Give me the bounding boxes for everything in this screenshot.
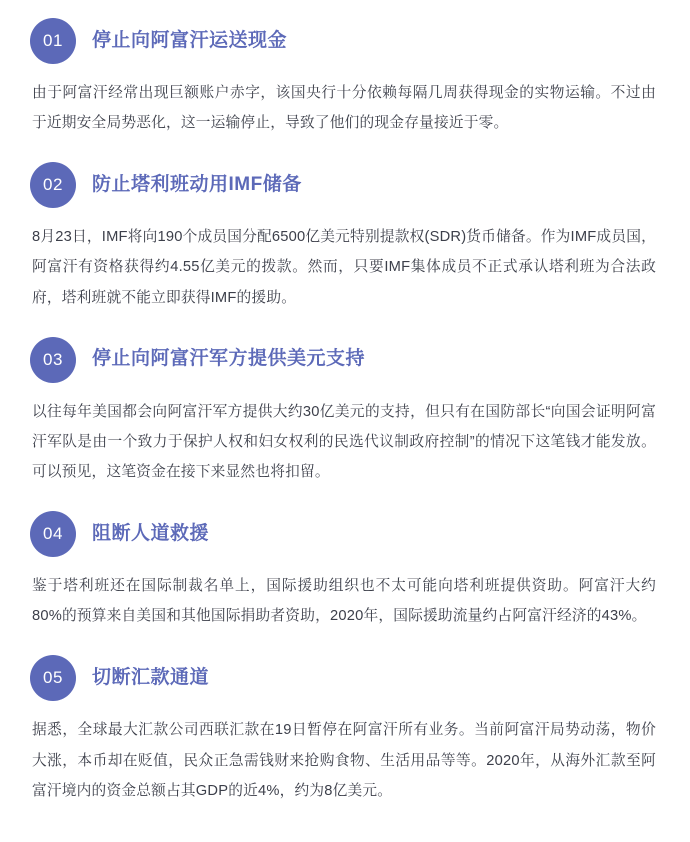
section-item [30, 511, 660, 631]
section-number-badge: 02 [30, 162, 76, 208]
section-item [30, 655, 660, 805]
section-header [30, 162, 660, 208]
section-header [30, 337, 660, 383]
section-item [30, 337, 660, 487]
section-body: 8月23日，IMF将向190个成员国分配6500亿美元特别提款权(SDR)货币储备。作为IMF成员国，阿富汗有资格获得约4.55亿美元的拨款。然而，只要IMF集体成员不正式承认塔利班为合法政府，塔利班就不能立即获得IMF的援助。 [32, 229, 656, 306]
section-body: 以往每年美国都会向阿富汗军方提供大约30亿美元的支持，但只有在国防部长“向国会证明阿富汗军队是由一个致力于保护人权和妇女权利的民选代议制政府控制”的情况下这笔钱才能发放。可以预见，这笔资金在接下来显然也将扣留。 [32, 403, 656, 480]
section-item [30, 162, 660, 312]
section-body: 鉴于塔利班还在国际制裁名单上，国际援助组织也不太可能向塔利班提供资助。阿富汗大约80%的预算来自美国和其他国际捐助者资助，2020年，国际援助流量约占阿富汗经济的43%。 [32, 578, 656, 625]
section-title: 切断汇款通道 [92, 667, 210, 689]
section-title: 停止向阿富汗军方提供美元支持 [92, 348, 366, 370]
section-number-badge: 03 [30, 337, 76, 383]
section-number-badge: 04 [30, 511, 76, 557]
section-header [30, 655, 660, 701]
section-body: 由于阿富汗经常出现巨额账户赤字，该国央行十分依赖每隔几周获得现金的实物运输。不过由于近期安全局势恶化，这一运输停止，导致了他们的现金存量接近于零。 [32, 85, 656, 132]
section-body: 据悉，全球最大汇款公司西联汇款在19日暂停在阿富汗所有业务。当前阿富汗局势动荡，物价大涨，本币却在贬值，民众正急需钱财来抢购食物、生活用品等等。2020年，从海外汇款至阿富汗境内的资金总额占其GDP的近4%，约为8亿美元。 [32, 722, 656, 799]
section-header [30, 18, 660, 64]
section-title: 阻断人道救援 [92, 522, 210, 544]
section-title: 停止向阿富汗运送现金 [92, 29, 288, 51]
section-item [30, 18, 660, 138]
section-number-badge: 01 [30, 18, 76, 64]
section-number-badge: 05 [30, 655, 76, 701]
section-title: 防止塔利班动用IMF储备 [92, 173, 302, 195]
section-header [30, 511, 660, 557]
